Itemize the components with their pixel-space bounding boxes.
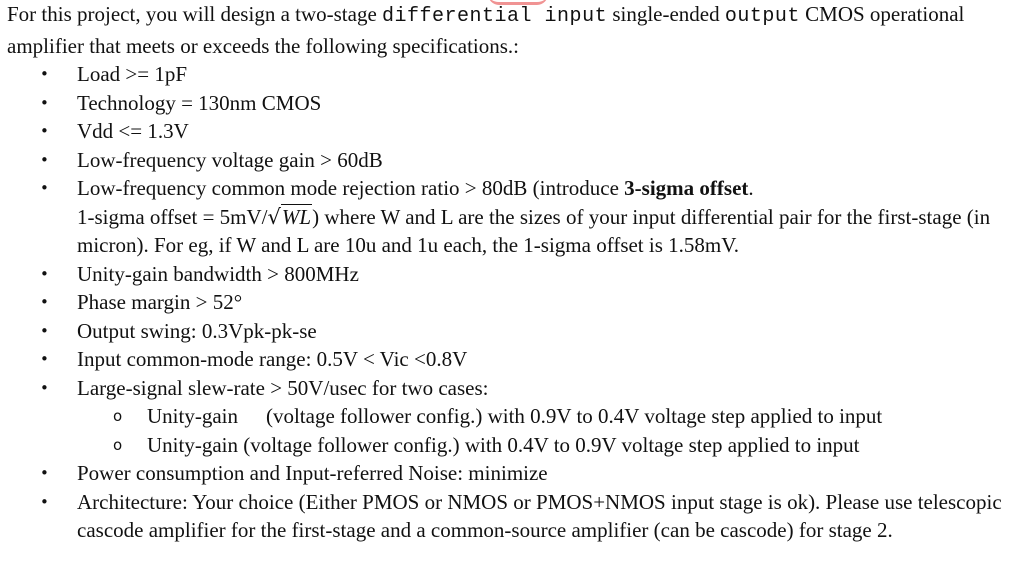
intro-paragraph	[7, 0, 1024, 60]
spec-icmr-text: Input common-mode range: 0.5V < Vic <0.8V	[77, 347, 468, 371]
spec-item-phase-margin	[7, 288, 1022, 317]
bullet-icon: •	[40, 321, 49, 340]
slew-case-2-text: Unity-gain (voltage follower config.) with 0.4V to 0.9V voltage step applied to input	[147, 432, 860, 457]
slew-case-list	[77, 402, 1022, 459]
spec-item-load	[7, 60, 1022, 89]
intro-line-1	[7, 0, 1024, 32]
sqrt-icon: √	[267, 204, 281, 229]
bullet-icon: •	[40, 65, 49, 83]
spec-item-icmr	[7, 345, 1022, 374]
spec-cmrr-bold: 3-sigma offset	[624, 176, 749, 200]
offset-suffix: ) where W and L are the sizes of your input differential pair for the first-stage (in micron). For eg, if W and L are 10u and 1u each, the 1-sigma offset is 1.58mV.	[77, 204, 991, 257]
spec-item-slew	[7, 374, 1022, 460]
spec-item-vdd	[7, 117, 1022, 146]
spec-load-text: Load >= 1pF	[77, 62, 188, 86]
spec-item-power-noise	[7, 459, 1022, 488]
spec-item-output-swing	[7, 317, 1022, 346]
intro-mono-1: differential input	[382, 5, 608, 28]
spec-cmrr-text: Low-frequency common mode rejection ratio > 80dB (introduce	[77, 176, 625, 200]
spec-item-technology	[7, 89, 1022, 118]
circle-bullet-icon: o	[113, 435, 123, 454]
circle-bullet-icon: o	[113, 407, 123, 425]
offset-formula	[77, 204, 312, 229]
bullet-icon: •	[40, 492, 49, 511]
bullet-icon: •	[40, 350, 49, 368]
spec-item-ugbw	[7, 260, 1022, 289]
sqrt-content: WL	[281, 204, 312, 229]
slew-case-1-a: Unity-gain	[147, 404, 238, 428]
slew-case-1	[77, 402, 1022, 431]
spec-technology-text: Technology = 130nm CMOS	[77, 90, 322, 115]
bullet-icon: •	[40, 150, 49, 169]
intro-line-2: amplifier that meets or exceeds the following specifications.:	[7, 33, 519, 58]
specification-list	[7, 60, 1024, 545]
bullet-icon: •	[40, 122, 49, 140]
spec-item-cmrr	[7, 174, 1022, 260]
spec-output-swing-text: Output swing: 0.3Vpk-pk-se	[77, 318, 317, 343]
bullet-icon: •	[40, 264, 49, 283]
slew-case-1-b: (voltage follower config.) with 0.9V to 0.4V voltage step applied to input	[265, 404, 883, 428]
spec-slew-text: Large-signal slew-rate > 50V/usec for two cases:	[77, 375, 489, 400]
spec-gain-text: Low-frequency voltage gain > 60dB	[77, 147, 383, 172]
spec-cmrr-end: .	[748, 176, 754, 200]
slew-case-2	[77, 431, 1022, 460]
spec-phase-margin-text: Phase margin > 52°	[77, 290, 243, 314]
bullet-icon: •	[40, 378, 49, 397]
spec-item-gain	[7, 146, 1022, 175]
spec-power-noise-text: Power consumption and Input-referred Noise: minimize	[77, 461, 548, 485]
spec-architecture-text: Architecture: Your choice (Either PMOS or NMOS or PMOS+NMOS input stage is ok). Please use telescopic cascode amplifier for the first-stage and a common-source amplifier (can be cascode) for stage 2.	[77, 489, 1002, 542]
offset-prefix: 1-sigma offset = 5mV/	[77, 204, 268, 229]
bullet-icon: •	[40, 293, 49, 311]
spec-vdd-text: Vdd <= 1.3V	[77, 119, 189, 143]
bullet-icon: •	[40, 179, 49, 197]
document-body	[7, 0, 1024, 545]
intro-text-3: CMOS operational	[799, 2, 965, 26]
bullet-icon: •	[40, 464, 49, 482]
bullet-icon: •	[40, 93, 49, 112]
spec-item-architecture	[7, 488, 1022, 545]
intro-text-1: For this project, you will design a two-stage	[7, 2, 383, 26]
intro-text-2: single-ended	[607, 2, 725, 26]
intro-mono-2: output	[724, 5, 800, 28]
spec-ugbw-text: Unity-gain bandwidth > 800MHz	[77, 261, 359, 286]
